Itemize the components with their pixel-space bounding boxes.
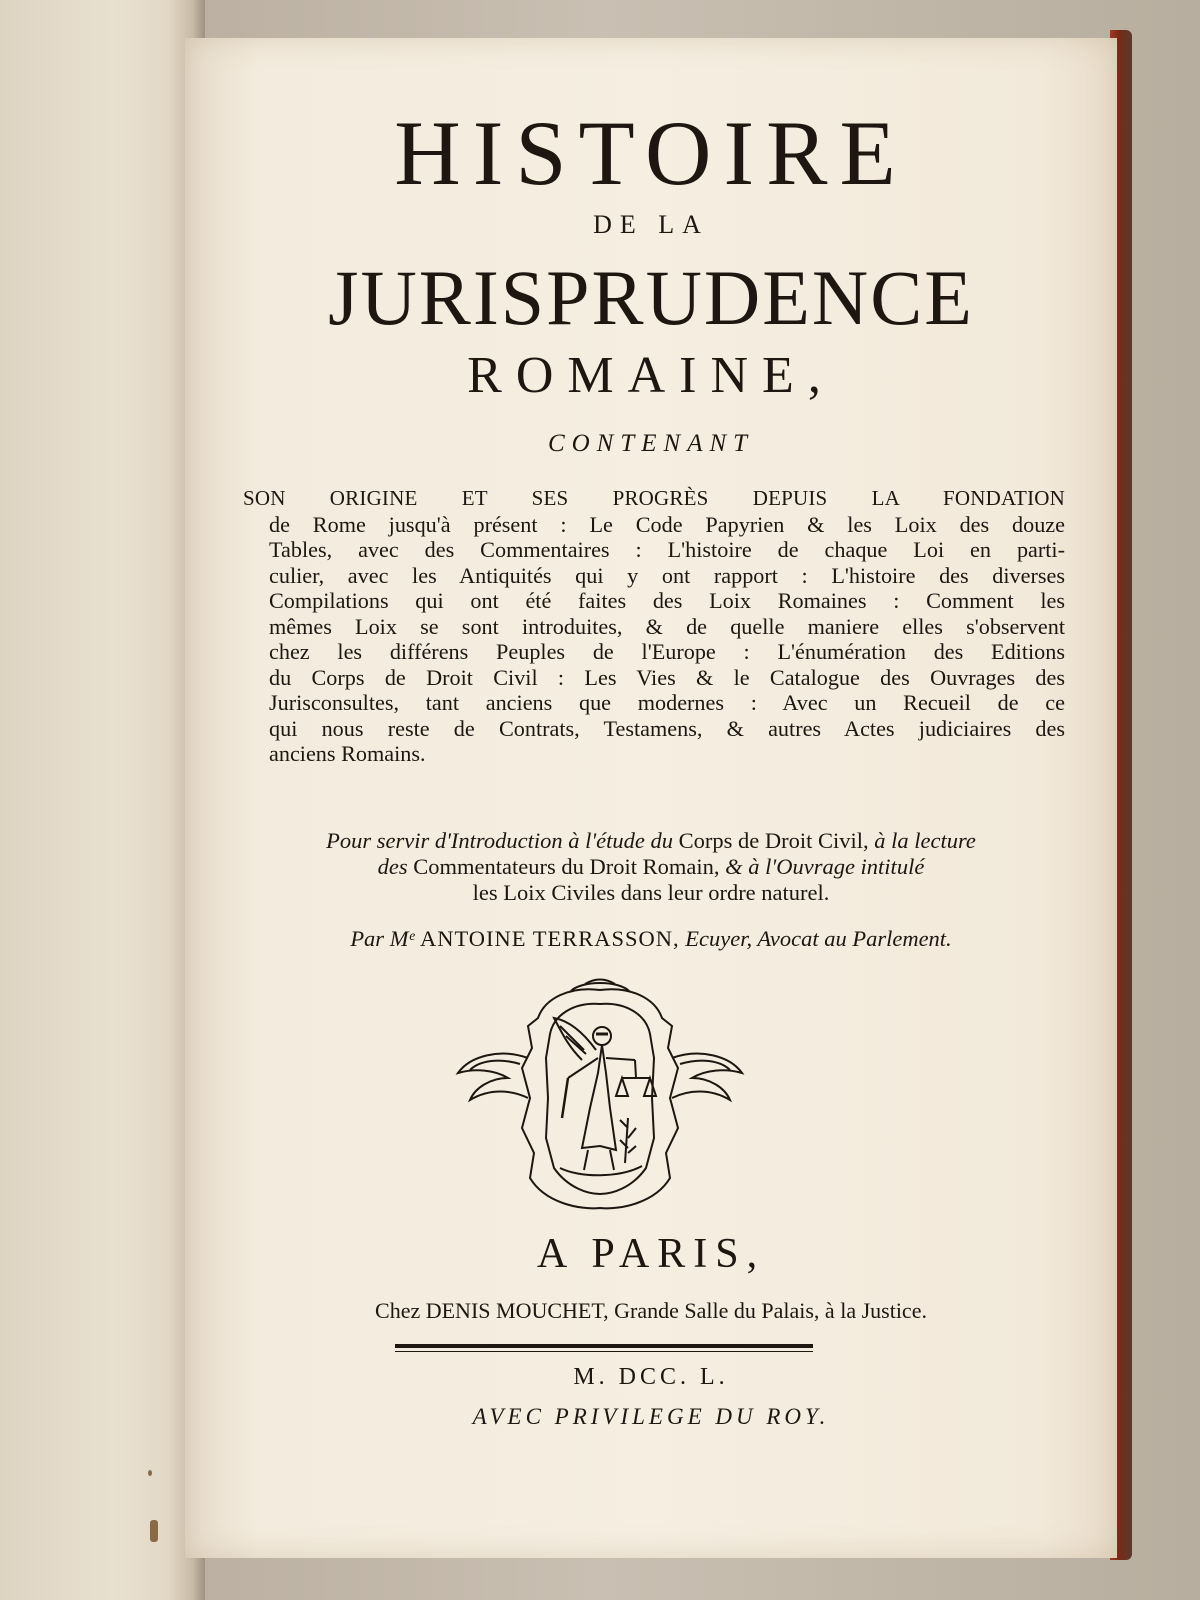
- double-rule-thin: [395, 1351, 813, 1352]
- description-line: qui nous reste de Contrats, Testamens, & autres Actes judiciaires des: [269, 715, 1065, 741]
- purpose-line: [225, 828, 1077, 854]
- privilege-line: AVEC PRIVILEGE DU ROY.: [472, 1404, 830, 1429]
- description-line: Compilations qui ont été faites des Loix Romaines : Comment les: [269, 588, 1065, 613]
- description-line: de Rome jusqu'à présent : Le Code Papyrien & les Loix des douze: [269, 511, 1065, 537]
- double-rule-thick: [395, 1344, 813, 1348]
- purpose-roman: Corps de Droit Civil,: [678, 828, 869, 853]
- description-line: Jurisconsultes, tant anciens que modernes : Avec un Recueil de ce: [269, 690, 1065, 715]
- description-line: anciens Romains.: [269, 741, 426, 766]
- description-line: culier, avec les Antiquités qui y ont rapport : L'histoire des diverses: [269, 562, 1065, 588]
- author-name: ANTOINE TERRASSON,: [419, 926, 680, 951]
- justice-vignette-engraving: [450, 978, 750, 1218]
- imprint-city: A PARIS,: [536, 1231, 766, 1277]
- description-line: Tables, avec des Commentaires : L'histoire de chaque Loi en parti-: [269, 537, 1065, 562]
- title-jurisprudence: JURISPRUDENCE: [328, 254, 974, 341]
- purpose-block: [225, 828, 1077, 906]
- description-line: mêmes Loix se sont introduites, & de quelle maniere elles s'observent: [269, 613, 1065, 639]
- author-suffix: Ecuyer, Avocat au Parlement.: [685, 926, 952, 951]
- title-romaine: ROMAINE,: [467, 347, 835, 404]
- author-prefix: Par Mᵉ: [350, 926, 415, 951]
- purpose-italic: & à l'Ouvrage intitulé: [725, 854, 925, 879]
- title-de-la: DE LA: [593, 210, 709, 239]
- contenant-label: CONTENANT: [547, 430, 755, 457]
- title-histoire: HISTOIRE: [394, 102, 908, 204]
- description-line: du Corps de Droit Civil : Les Vies & le Catalogue des Ouvrages des: [269, 664, 1065, 690]
- purpose-line: les Loix Civiles dans leur ordre naturel.: [472, 880, 830, 905]
- imprint-date: M. DCC. L.: [573, 1364, 729, 1390]
- author-line: [225, 926, 1077, 952]
- purpose-italic: Pour servir d'Introduction à l'étude du: [326, 828, 673, 853]
- description-line: chez les différens Peuples de l'Europe : L'énumération des Editions: [269, 639, 1065, 664]
- facing-left-page: [0, 0, 205, 1600]
- purpose-line: [225, 854, 1077, 880]
- title-page: [185, 38, 1117, 1558]
- purpose-italic: à la lecture: [874, 828, 976, 853]
- purpose-roman: Commentateurs du Droit Romain,: [413, 854, 720, 879]
- purpose-italic: des: [377, 854, 408, 879]
- description-line: SON ORIGINE ET SES PROGRÈS DEPUIS LA FONDATION: [243, 486, 1065, 510]
- description-block: [243, 486, 1065, 767]
- imprint-publisher: Chez DENIS MOUCHET, Grande Salle du Palais, à la Justice.: [375, 1298, 927, 1323]
